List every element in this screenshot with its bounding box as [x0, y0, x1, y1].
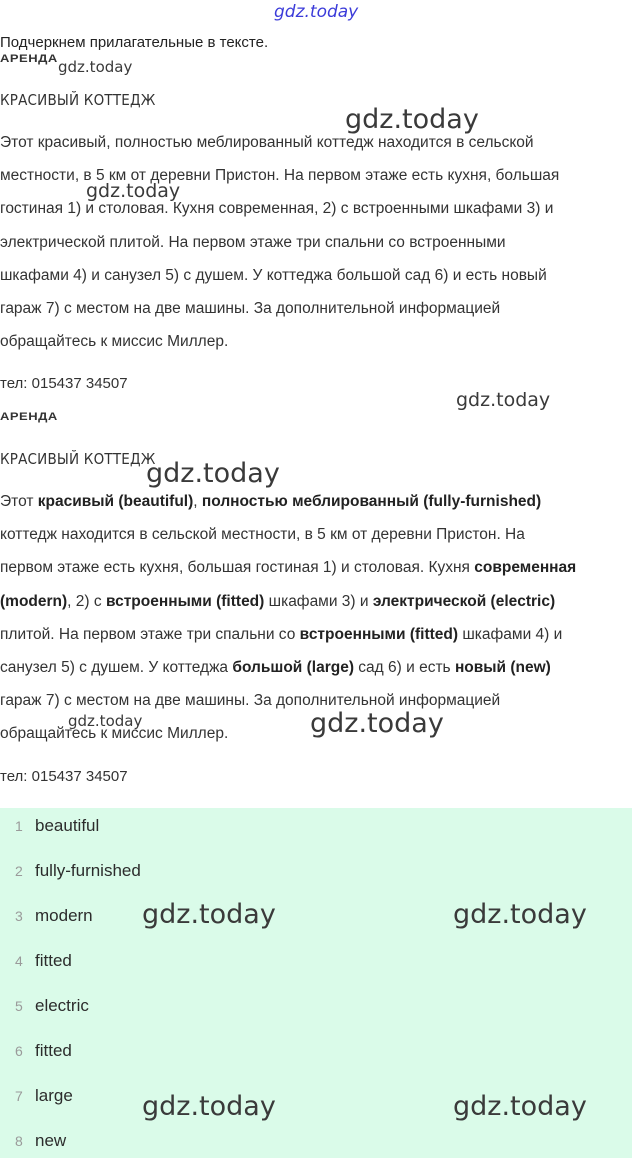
adjective-highlight: большой (large): [232, 659, 354, 677]
ad1-line: шкафами 4) и санузел 5) с душем. У коттеджа большой сад 6) и есть новый: [0, 266, 547, 284]
adjective-highlight: красивый (beautiful): [37, 493, 194, 510]
answer-number: 3: [15, 908, 23, 924]
watermark: gdz.today: [68, 712, 143, 730]
ad2-line: коттедж находится в сельской местности, в 5 км от деревни Пристон. На: [0, 526, 525, 544]
answer-number: 5: [15, 998, 23, 1014]
answer-number: 7: [15, 1088, 23, 1104]
answers-panel: [0, 808, 632, 1158]
ad2-line: гараж 7) с местом на две машины. За дополнительной информацией: [0, 692, 501, 710]
watermark: gdz.today: [453, 899, 587, 930]
ad2-line: Этот красивый (beautiful), полностью меблированный (fully-furnished): [0, 493, 542, 510]
adjective-highlight: новый (new): [454, 659, 551, 677]
ad1-line: обращайтесь к миссис Миллер.: [0, 333, 229, 351]
watermark: gdz.today: [146, 458, 280, 489]
ad1-line: Этот красивый, полностью меблированный коттедж находится в сельской: [0, 134, 534, 151]
ad2-line: плитой. На первом этаже три спальни со встроенными (fitted) шкафами 4) и: [0, 625, 563, 643]
answer-number: 8: [15, 1133, 23, 1149]
answer-number: 1: [15, 818, 23, 834]
ad2-line: (modern), 2) с встроенными (fitted) шкафами 3) и электрической (electric): [0, 592, 556, 610]
ad1-line: местности, в 5 км от деревни Пристон. На первом этаже есть кухня, большая: [0, 167, 560, 185]
answer-number: 2: [15, 863, 23, 879]
answer-word: large: [35, 1086, 73, 1105]
ad2-title: КРАСИВЫЙ КОТТЕДЖ: [0, 450, 156, 468]
adjective-highlight: электрической (electric): [372, 592, 556, 610]
watermark: gdz.today: [86, 180, 181, 202]
answer-word: fitted: [35, 1041, 72, 1060]
answer-word: fully-furnished: [35, 861, 141, 880]
ad1-label: АРЕНДА: [0, 52, 58, 65]
answer-number: 6: [15, 1043, 23, 1059]
ad1-line: электрической плитой. На первом этаже три спальни со встроенными: [0, 233, 506, 251]
answer-word: modern: [35, 906, 93, 925]
watermark: gdz.today: [453, 1091, 587, 1122]
watermark: gdz.today: [456, 389, 551, 411]
adjective-highlight: встроенными (fitted): [299, 625, 459, 643]
watermark: gdz.today: [274, 2, 359, 22]
watermark: gdz.today: [142, 1091, 276, 1122]
watermark: gdz.today: [310, 708, 444, 739]
adjective-highlight: полностью меблированный (fully-furnished): [201, 493, 542, 510]
watermark: gdz.today: [345, 104, 479, 135]
adjective-highlight: встроенными (fitted): [105, 592, 265, 610]
answer-word: beautiful: [35, 816, 100, 835]
ad1-line: гараж 7) с местом на две машины. За дополнительной информацией: [0, 300, 501, 318]
ad2-tel: тел: 015437 34507: [0, 768, 128, 785]
adjective-highlight: (modern): [0, 592, 68, 610]
watermark: gdz.today: [142, 899, 276, 930]
answer-word: electric: [35, 996, 89, 1015]
answer-word: fitted: [35, 951, 72, 970]
answer-word: new: [35, 1131, 67, 1150]
ad2-line: обращайтесь к миссис Миллер.: [0, 725, 229, 743]
ad2-line: санузел 5) с душем. У коттеджа большой (large) сад 6) и есть новый (new): [0, 659, 551, 677]
answer-number: 4: [15, 953, 23, 969]
intro-text: Подчеркнем прилагательные в тексте.: [0, 34, 269, 51]
ad2-line: первом этаже есть кухня, большая гостиная 1) и столовая. Кухня современная: [0, 559, 577, 577]
ad1-title: КРАСИВЫЙ КОТТЕДЖ: [0, 91, 156, 109]
ad1-tel: тел: 015437 34507: [0, 375, 128, 392]
adjective-highlight: современная: [474, 559, 577, 577]
ad1-body: [0, 126, 632, 358]
watermark: gdz.today: [58, 58, 133, 76]
ad1-line: гостиная 1) и столовая. Кухня современная, 2) с встроенными шкафами 3) и: [0, 200, 554, 218]
ad2-label: АРЕНДА: [0, 410, 58, 423]
